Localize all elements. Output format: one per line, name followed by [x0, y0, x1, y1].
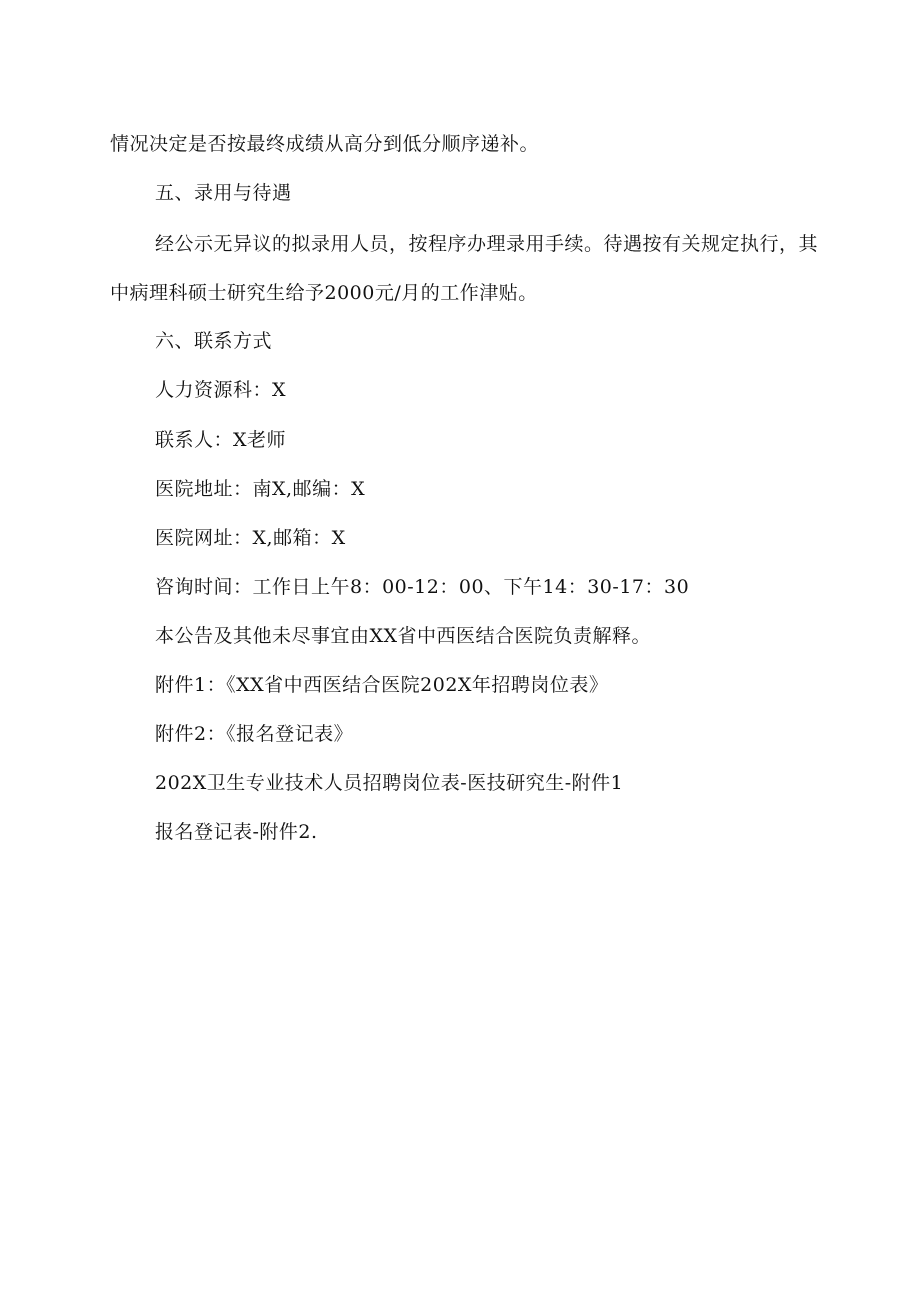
paragraph-employment-line-2: 中病理科硕士研究生给予2000元/月的工作津贴。 [110, 282, 538, 304]
attachment-file-1: 202X卫生专业技术人员招聘岗位表-医技研究生-附件1 [155, 772, 624, 794]
paragraph-continuation: 情况决定是否按最终成绩从高分到低分顺序递补。 [110, 133, 540, 155]
contact-person: 联系人：X老师 [155, 429, 287, 451]
contact-hr-department: 人力资源科：X [155, 379, 287, 401]
paragraph-employment-line-1: 经公示无异议的拟录用人员，按程序办理录用手续。待遇按有关规定执行，其 [155, 233, 819, 255]
section-heading-employment: 五、录用与待遇 [155, 182, 292, 204]
section-heading-contact: 六、联系方式 [155, 330, 273, 352]
contact-hours: 咨询时间：工作日上午8：00-12：00、下午14：30-17：30 [155, 576, 690, 598]
contact-website-email: 医院网址：X,邮箱：X [155, 527, 346, 549]
attachment-1-label: 附件1：《XX省中西医结合医院202X年招聘岗位表》 [155, 674, 609, 696]
attachment-file-2: 报名登记表-附件2. [155, 821, 318, 843]
attachment-2-label: 附件2：《报名登记表》 [155, 723, 354, 745]
interpretation-note: 本公告及其他未尽事宜由XX省中西医结合医院负责解释。 [155, 625, 652, 647]
contact-address: 医院地址：南X,邮编：X [155, 478, 366, 500]
